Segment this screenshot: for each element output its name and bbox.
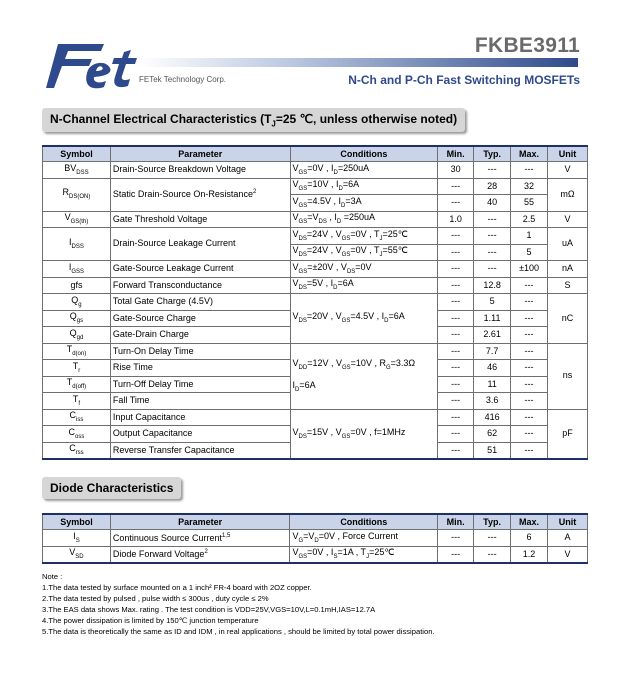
table-row: gfs Forward Transconductance $V_{DS}=5V$ , $I_D=6A$ --- 12.8 --- S bbox=[43, 277, 588, 294]
table-row: $I_{DSS}$ Drain-Source Leakage Current $V_{DS}=24V$ , $V_{GS}=0V$ , $T_J=25℃$ --- --- 1 uA bbox=[43, 228, 588, 245]
table-header-row: Symbol Parameter Conditions Min. Typ. Max. Unit bbox=[43, 514, 588, 530]
company-name: FETek Technology Corp. bbox=[139, 75, 227, 84]
table-row: $V_{DS}=24V$ , $V_{GS}=0V$ , $T_J=55℃$ --- --- 5 bbox=[43, 244, 588, 261]
table-row: $C_{iss}$ Input Capacitance $V_{DS}=15V$ , $V_{GS}=0V$ , f=1MHz --- 416 --- pF bbox=[43, 409, 588, 426]
table-row: $T_r$ Rise Time --- 46 --- bbox=[43, 360, 588, 377]
table-row: $I_S$ Continuous Source Current$^{1,5}$ $V_G=V_D=0V$ , Force Current --- --- 6 A bbox=[43, 530, 588, 547]
note-5: 5.The data is theoretically the same as ID and IDM , in real applications , should be limited by total power dissipation. bbox=[42, 627, 435, 636]
document-subtitle: N-Ch and P-Ch Fast Switching MOSFETs bbox=[348, 73, 580, 87]
diode-section-title: Diode Characteristics bbox=[42, 477, 181, 499]
table-row: $C_{oss}$ Output Capacitance --- 62 --- bbox=[43, 426, 588, 443]
diode-table bbox=[42, 513, 588, 564]
table-row: $BV_{DSS}$ Drain-Source Breakdown Voltage $V_{GS}=0V$ , $I_D=250uA$ 30 --- --- V bbox=[43, 162, 588, 179]
table-row: $C_{rss}$ Reverse Transfer Capacitance --- 51 --- bbox=[43, 442, 588, 459]
table-row: $Q_g$ Total Gate Charge (4.5V) $V_{DS}=20V$ , $V_{GS}=4.5V$ , $I_D=6A$ --- 5 --- nC bbox=[43, 294, 588, 311]
table-row: $V_{SD}$ Diode Forward Voltage$^2$ $V_{GS}=0V$ , $I_S=1A$ , $T_J=25℃$ --- --- 1.2 V bbox=[43, 546, 588, 563]
table-row: $V_{GS}=4.5V$ , $I_D=3A$ --- 40 55 bbox=[43, 195, 588, 212]
notes-title: Note : bbox=[42, 572, 63, 581]
n-channel-section-title: N-Channel Electrical Characteristics ($T_J=25$ ℃, unless otherwise noted) bbox=[42, 108, 465, 132]
note-2: 2.The data tested by pulsed , pulse width ≤ 300us , duty cycle ≤ 2% bbox=[42, 594, 269, 603]
note-1: 1.The data tested by surface mounted on a 1 inch² FR-4 board with 2OZ copper. bbox=[42, 583, 312, 592]
table-row: $T_f$ Fall Time --- 3.6 --- bbox=[43, 393, 588, 410]
table-header-row: Symbol Parameter Conditions Min. Typ. Max. Unit bbox=[43, 146, 588, 162]
table-row: $Q_{gd}$ Gate-Drain Charge --- 2.61 --- bbox=[43, 327, 588, 344]
part-number: FKBE3911 bbox=[474, 34, 580, 57]
table-row: $I_{GSS}$ Gate-Source Leakage Current $V_{GS}=\pm 20V$ , $V_{DS}=0V$ --- --- ±100 nA bbox=[43, 261, 588, 278]
table-row: $T_{d(off)}$ Turn-Off Delay Time --- 11 --- bbox=[43, 376, 588, 393]
header-gradient-bar bbox=[138, 58, 578, 67]
n-channel-table bbox=[42, 145, 588, 460]
fetek-logo bbox=[44, 40, 139, 92]
table-row: $Q_{gs}$ Gate-Source Charge --- 1.11 --- bbox=[43, 310, 588, 327]
table-row: $V_{GS(th)}$ Gate Threshold Voltage $V_{GS}=V_{DS}$ , $I_D =250uA$ 1.0 --- 2.5 V bbox=[43, 211, 588, 228]
notes bbox=[42, 571, 435, 637]
note-3: 3.The EAS data shows Max. rating . The test condition is VDD=25V,VGS=10V,L=0.1mH,IAS=12.7A bbox=[42, 605, 376, 614]
table-row: $T_{d(on)}$ Turn-On Delay Time $V_{DD}=12V$ , $V_{GS}=10V$ , $R_G=3.3\Omega$ $I_D=6A$ --- 7.7 --- ns bbox=[43, 343, 588, 360]
note-4: 4.The power dissipation is limited by 150℃ junction temperature bbox=[42, 616, 259, 625]
table-row: $R_{DS(ON)}$ Static Drain-Source On-Resistance$^2$ $V_{GS}=10V$ , $I_D=6A$ --- 28 32 mΩ bbox=[43, 178, 588, 195]
